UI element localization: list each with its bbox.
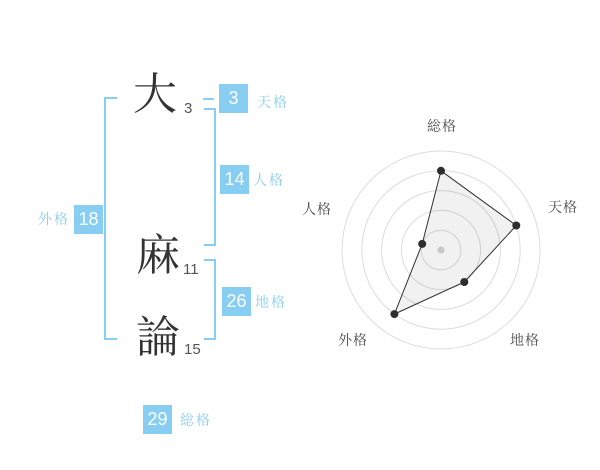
name-char-2: 麻: [136, 230, 180, 281]
radar-data-point: [418, 240, 426, 248]
jinkaku-bracket: [204, 108, 216, 246]
tenkaku-label: 天格: [257, 94, 289, 110]
sotokaku-bracket: [104, 97, 117, 340]
name-char-3: 論: [136, 312, 180, 363]
sotokaku-label: 外格: [38, 211, 70, 227]
radar-axis-label-sotokaku: 外格: [338, 332, 368, 348]
jinkaku-label: 人格: [253, 172, 285, 188]
stroke-count-2: 11: [183, 261, 199, 278]
radar-axis-label-chikaku: 地格: [510, 332, 540, 348]
radar-data-point: [460, 278, 468, 286]
radar-polygon: [394, 171, 516, 314]
radar-center-dot: [438, 247, 445, 254]
tenkaku-tick: [203, 98, 214, 100]
radar-data-point: [390, 310, 398, 318]
chikaku-value-badge: 26: [222, 287, 251, 316]
radar-chart: [331, 140, 551, 360]
radar-axis-label-soukaku: 総格: [427, 118, 457, 134]
radar-axis-label-jinkaku: 人格: [302, 201, 332, 217]
chikaku-bracket: [204, 259, 216, 340]
sotokaku-value-badge: 18: [74, 205, 103, 234]
jinkaku-value-badge: 14: [220, 165, 249, 194]
soukaku-value-badge: 29: [143, 405, 172, 434]
chikaku-label: 地格: [255, 294, 287, 310]
radar-data-point: [512, 222, 520, 230]
stroke-count-1: 3: [184, 100, 193, 117]
soukaku-label: 総格: [180, 412, 212, 428]
radar-axis-label-tenkaku: 天格: [548, 199, 578, 215]
name-char-1: 大: [133, 69, 177, 120]
tenkaku-value-badge: 3: [219, 84, 248, 113]
stroke-count-3: 15: [184, 341, 201, 358]
radar-data-point: [437, 167, 445, 175]
